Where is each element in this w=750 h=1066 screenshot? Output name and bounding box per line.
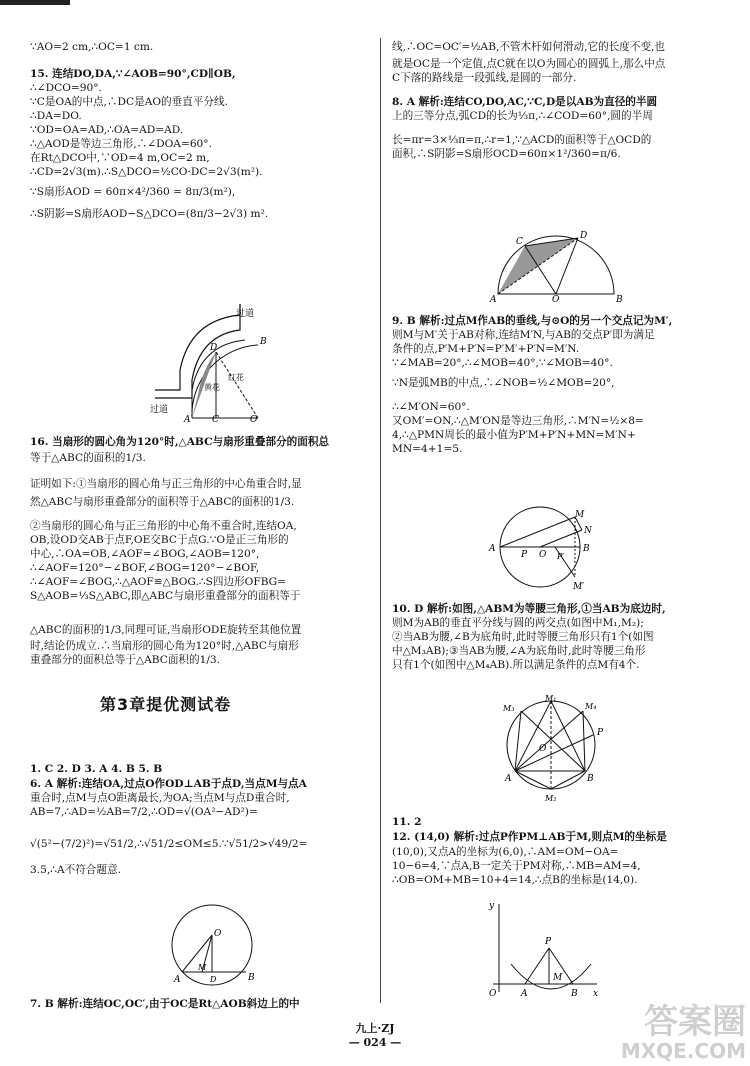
left-text-line: 时,结论仍成立.∴当扇形的圆心角为120°时,△ABC与扇形 — [30, 640, 299, 652]
left-text-line: S△AOB=⅓S△ABC,即△ABC与扇形重叠部分的面积等于 — [30, 590, 301, 602]
right-text-line: 8. A 解析:连结CO,DO,AC,∵C,D是以AB为直径的半圆 — [392, 96, 658, 108]
fig-q8-label-O: O — [552, 295, 560, 305]
left-text-line: 3.5,∴A不符合题意. — [30, 864, 121, 876]
left-text-line: OB,设OD交AB于点F,OE交BC于点G.∵O是正三角形的 — [30, 534, 289, 546]
fig-q9-label-O: O — [539, 550, 547, 560]
fig-q12-label-x: x — [593, 989, 599, 999]
left-text-line: 重合时,点M与点O距离最长,为OA;当点M与点D重合时, — [30, 792, 290, 804]
fig-q8-label-C: C — [516, 237, 523, 247]
fig-q12-label-M: M — [553, 973, 563, 983]
fig-q9-label-Pprime: P′ — [557, 552, 565, 561]
right-text-line: ∵∠MAB=20°,∴∠MOB=40°,∵∠MOB=40°. — [392, 357, 613, 369]
left-text-line: 6. A 解析:连结OA,过点O作OD⊥AB于点D,当点M与点A — [30, 778, 307, 790]
right-text-line: 线,∴OC=OC′=½AB,不管木杆如何滑动,它的长度不变,也 — [392, 41, 666, 53]
fig15-label-C: C — [212, 415, 219, 425]
right-text-line: 12. (14,0) 解析:过点P作PM⊥AB于M,则点M的坐标是 — [392, 831, 667, 843]
left-text-line: ∵S扇形AOD = 60π×4²/360 = 8π/3(m²), — [30, 186, 236, 198]
right-text-line: 长=πr=3×⅓π=π,∴r=1,∵△ACD的面积等于△OCD的 — [392, 134, 652, 146]
watermark-line1: 答案圈 — [644, 1002, 746, 1042]
left-text-line: 中心,∴OA=OB,∠AOF=∠BOG,∠AOB=120°, — [30, 548, 260, 560]
right-text-line: 10−6=4,∵点A,B一定关于PM对称,∴MB=AM=4, — [392, 860, 641, 872]
fig-q9-label-N: N — [584, 526, 592, 536]
fig15-left-road: 过道 — [150, 405, 169, 415]
right-text-line: ∴∠M′ON=60°. — [392, 401, 470, 413]
right-text-line: (10,0),又点A的坐标为(6,0),∴AM=OM−OA= — [392, 846, 619, 858]
right-text-line: 就是OC是一个定值,点C就在以O为圆心的圆弧上,那么中点 — [392, 58, 666, 70]
left-text-line: ∴∠AOF=120°−∠BOF,∠BOG=120°−∠BOF, — [30, 562, 260, 574]
right-text-line: 9. B 解析:过点M作AB的垂线,与⊙O的另一个交点记为M′, — [392, 315, 673, 327]
right-text-line: 中△M₃AB);③当AB为腰,∠A为底角时,此时等腰三角形 — [392, 645, 646, 657]
fig15-top-road: 过道 — [236, 309, 255, 319]
fig15-flower2: 红花 — [228, 373, 244, 382]
right-text-line: 上的三等分点,弧CD的长为⅓π,∴∠COD=60°,圆的半周 — [392, 110, 653, 122]
left-text-line: ∴∠DCO=90°. — [30, 82, 102, 94]
left-text-line: △ABC的面积的1/3,同理可证,当扇形ODE旋转至其他位置 — [30, 624, 302, 636]
fig15-label-B: B — [260, 337, 267, 347]
left-text-line: 证明如下:①当扇形的圆心角与正三角形的中心角重合时,显 — [30, 478, 302, 490]
fig-q9-label-M: M — [575, 510, 585, 520]
figure-q9-circle — [485, 505, 600, 595]
left-text-line: ∵C是OA的中点,∴DC是AO的垂直平分线. — [30, 96, 228, 108]
section-title: 第3章提优测试卷 — [100, 695, 232, 714]
fig-q12-label-O: O — [489, 989, 497, 999]
left-text-line: 在Rt△DCO中,∵OD=4 m,OC=2 m, — [30, 152, 210, 164]
fig15-flower1: 黄花 — [204, 383, 220, 392]
left-text-line: √(5²−(7/2)²)=√51/2,∴√51/2≤OM≤5.∵√51/2>√49/2= — [30, 838, 308, 850]
page-number: — 024 — — [348, 1036, 402, 1049]
fig-q12-label-B: B — [571, 989, 578, 999]
right-text-line: 则M与M′关于AB对称,连结M′N,与AB的交点P′即为满足 — [392, 329, 655, 341]
figure-q12-axes — [485, 898, 605, 998]
fig-q9-label-P: P — [521, 550, 528, 560]
fig-q10-label-M3: M₃ — [503, 704, 515, 713]
column-divider — [380, 38, 381, 1003]
left-text-line: 然△ABC与扇形重叠部分的面积等于△ABC的面积的1/3. — [30, 496, 295, 508]
left-text-line: AB=7,∴AD=½AB=7/2,∴OD=√(OA²−AD²)= — [30, 806, 258, 818]
right-text-line: 条件的点,P′M+P′N=P′M′+P′N=M′N. — [392, 343, 580, 355]
fig-q10-label-O: O — [539, 744, 547, 754]
fig-q6-label-M: M — [198, 963, 207, 972]
fig-q12-label-A: A — [521, 989, 528, 999]
fig15-label-D: D — [210, 343, 218, 353]
left-text-line: ∴△AOD是等边三角形,∴∠DOA=60°. — [30, 138, 212, 150]
right-text-line: 10. D 解析:如图,△ABM为等腰三角形,①当AB为底边时, — [392, 603, 666, 615]
fig-q9-label-A: A — [489, 544, 496, 554]
left-text-line: ∴CD=2√3(m).∴S△DCO=½CO·DC=2√3(m²). — [30, 166, 263, 178]
left-text-line: 16. 当扇形的圆心角为120°时,△ABC与扇形重叠部分的面积总 — [30, 436, 330, 448]
figure-q8-semicircle — [490, 230, 623, 305]
left-text-line: ∵AO=2 cm,∴OC=1 cm. — [30, 41, 154, 53]
left-text-line: ∴∠AOF=∠BOG,∴△AOF≌△BOG.∴S四边形OFBG= — [30, 576, 287, 588]
fig-q10-label-M1: M₁ — [545, 694, 557, 703]
right-text-line: ∴OB=OM+MB=10+4=14,∴点B的坐标是(14,0). — [392, 874, 638, 886]
right-text-line: MN=4+1=5. — [392, 443, 463, 455]
fig-q10-label-M4: M₄ — [585, 702, 597, 711]
fig-q6-label-O: O — [214, 929, 222, 939]
footer-tag: 九上·ZJ — [355, 1022, 395, 1035]
page-top-rule — [0, 0, 70, 5]
left-text-line: ∴S阴影=S扇形AOD−S△DCO=(8π/3−2√3) m². — [30, 208, 269, 220]
right-text-line: 11. 2 — [392, 816, 422, 828]
right-text-line: C下落的路线是一段弧线,是圆的一部分. — [392, 72, 577, 84]
left-text-line: ∴DA=DO. — [30, 110, 82, 122]
fig-q6-label-B: B — [248, 973, 255, 983]
right-text-line: 4,∴△PMN周长的最小值为P′M+P′N+MN=M′N+ — [392, 429, 636, 441]
fig15-label-O: O — [250, 415, 258, 425]
fig-q9-label-B: B — [583, 544, 590, 554]
left-text-line: 15. 连结DO,DA,∵∠AOB=90°,CD∥OB, — [30, 68, 236, 80]
right-text-line: 只有1个(如图中△M₄AB).所以满足条件的点M有4个. — [392, 659, 640, 671]
watermark-line2: MXQE.COM — [620, 1039, 746, 1063]
fig-q12-label-P: P — [545, 937, 552, 947]
figure-q6-circle — [160, 900, 260, 990]
right-text-line: 面积,∴S阴影=S扇形OCD=60π×1²/360=π/6. — [392, 148, 621, 160]
left-text-line: ∵OD=OA=AD,∴OA=AD=AD. — [30, 124, 184, 136]
left-text-line: 重叠部分的面积总等于△ABC面积的1/3. — [30, 654, 221, 666]
fig-q6-label-A: A — [174, 975, 181, 985]
right-text-line: 又OM′=ON,∴△M′ON是等边三角形,∴M′N=½×8= — [392, 415, 644, 427]
fig-q8-label-D: D — [580, 231, 588, 241]
left-text-line: 1. C 2. D 3. A 4. B 5. B — [30, 763, 163, 775]
fig-q10-label-M2: M₂ — [545, 794, 557, 803]
fig-q12-label-y: y — [489, 901, 495, 911]
left-text-line: 7. B 解析:连结OC,OC′,由于OC是Rt△AOB斜边上的中 — [30, 998, 300, 1010]
fig-q10-label-A: A — [505, 774, 512, 784]
fig-q10-label-B: B — [587, 774, 594, 784]
fig-q10-label-P: P — [597, 728, 604, 738]
fig15-label-A: A — [184, 415, 191, 425]
fig-q6-label-D: D — [210, 975, 217, 984]
figure-q15-sector — [140, 300, 280, 425]
left-text-line: 等于△ABC的面积的1/3. — [30, 452, 146, 464]
fig-q9-label-Mprime: M′ — [573, 582, 585, 592]
watermark — [621, 1004, 746, 1062]
right-text-line: 则M为AB的垂直平分线与圆的两交点(如图中M₁,M₂); — [392, 617, 644, 629]
right-text-line: ②当AB为腰,∠B为底角时,此时等腰三角形只有1个(如图 — [392, 631, 654, 643]
fig-q8-label-B: B — [616, 295, 623, 305]
left-text-line: ②当扇形的圆心角与正三角形的中心角不重合时,连结OA, — [30, 520, 297, 532]
right-text-line: ∵N是弧MB的中点,∴∠NOB=½∠MOB=20°, — [392, 377, 615, 389]
figure-q10-circle — [495, 695, 615, 805]
fig-q8-label-A: A — [490, 295, 497, 305]
